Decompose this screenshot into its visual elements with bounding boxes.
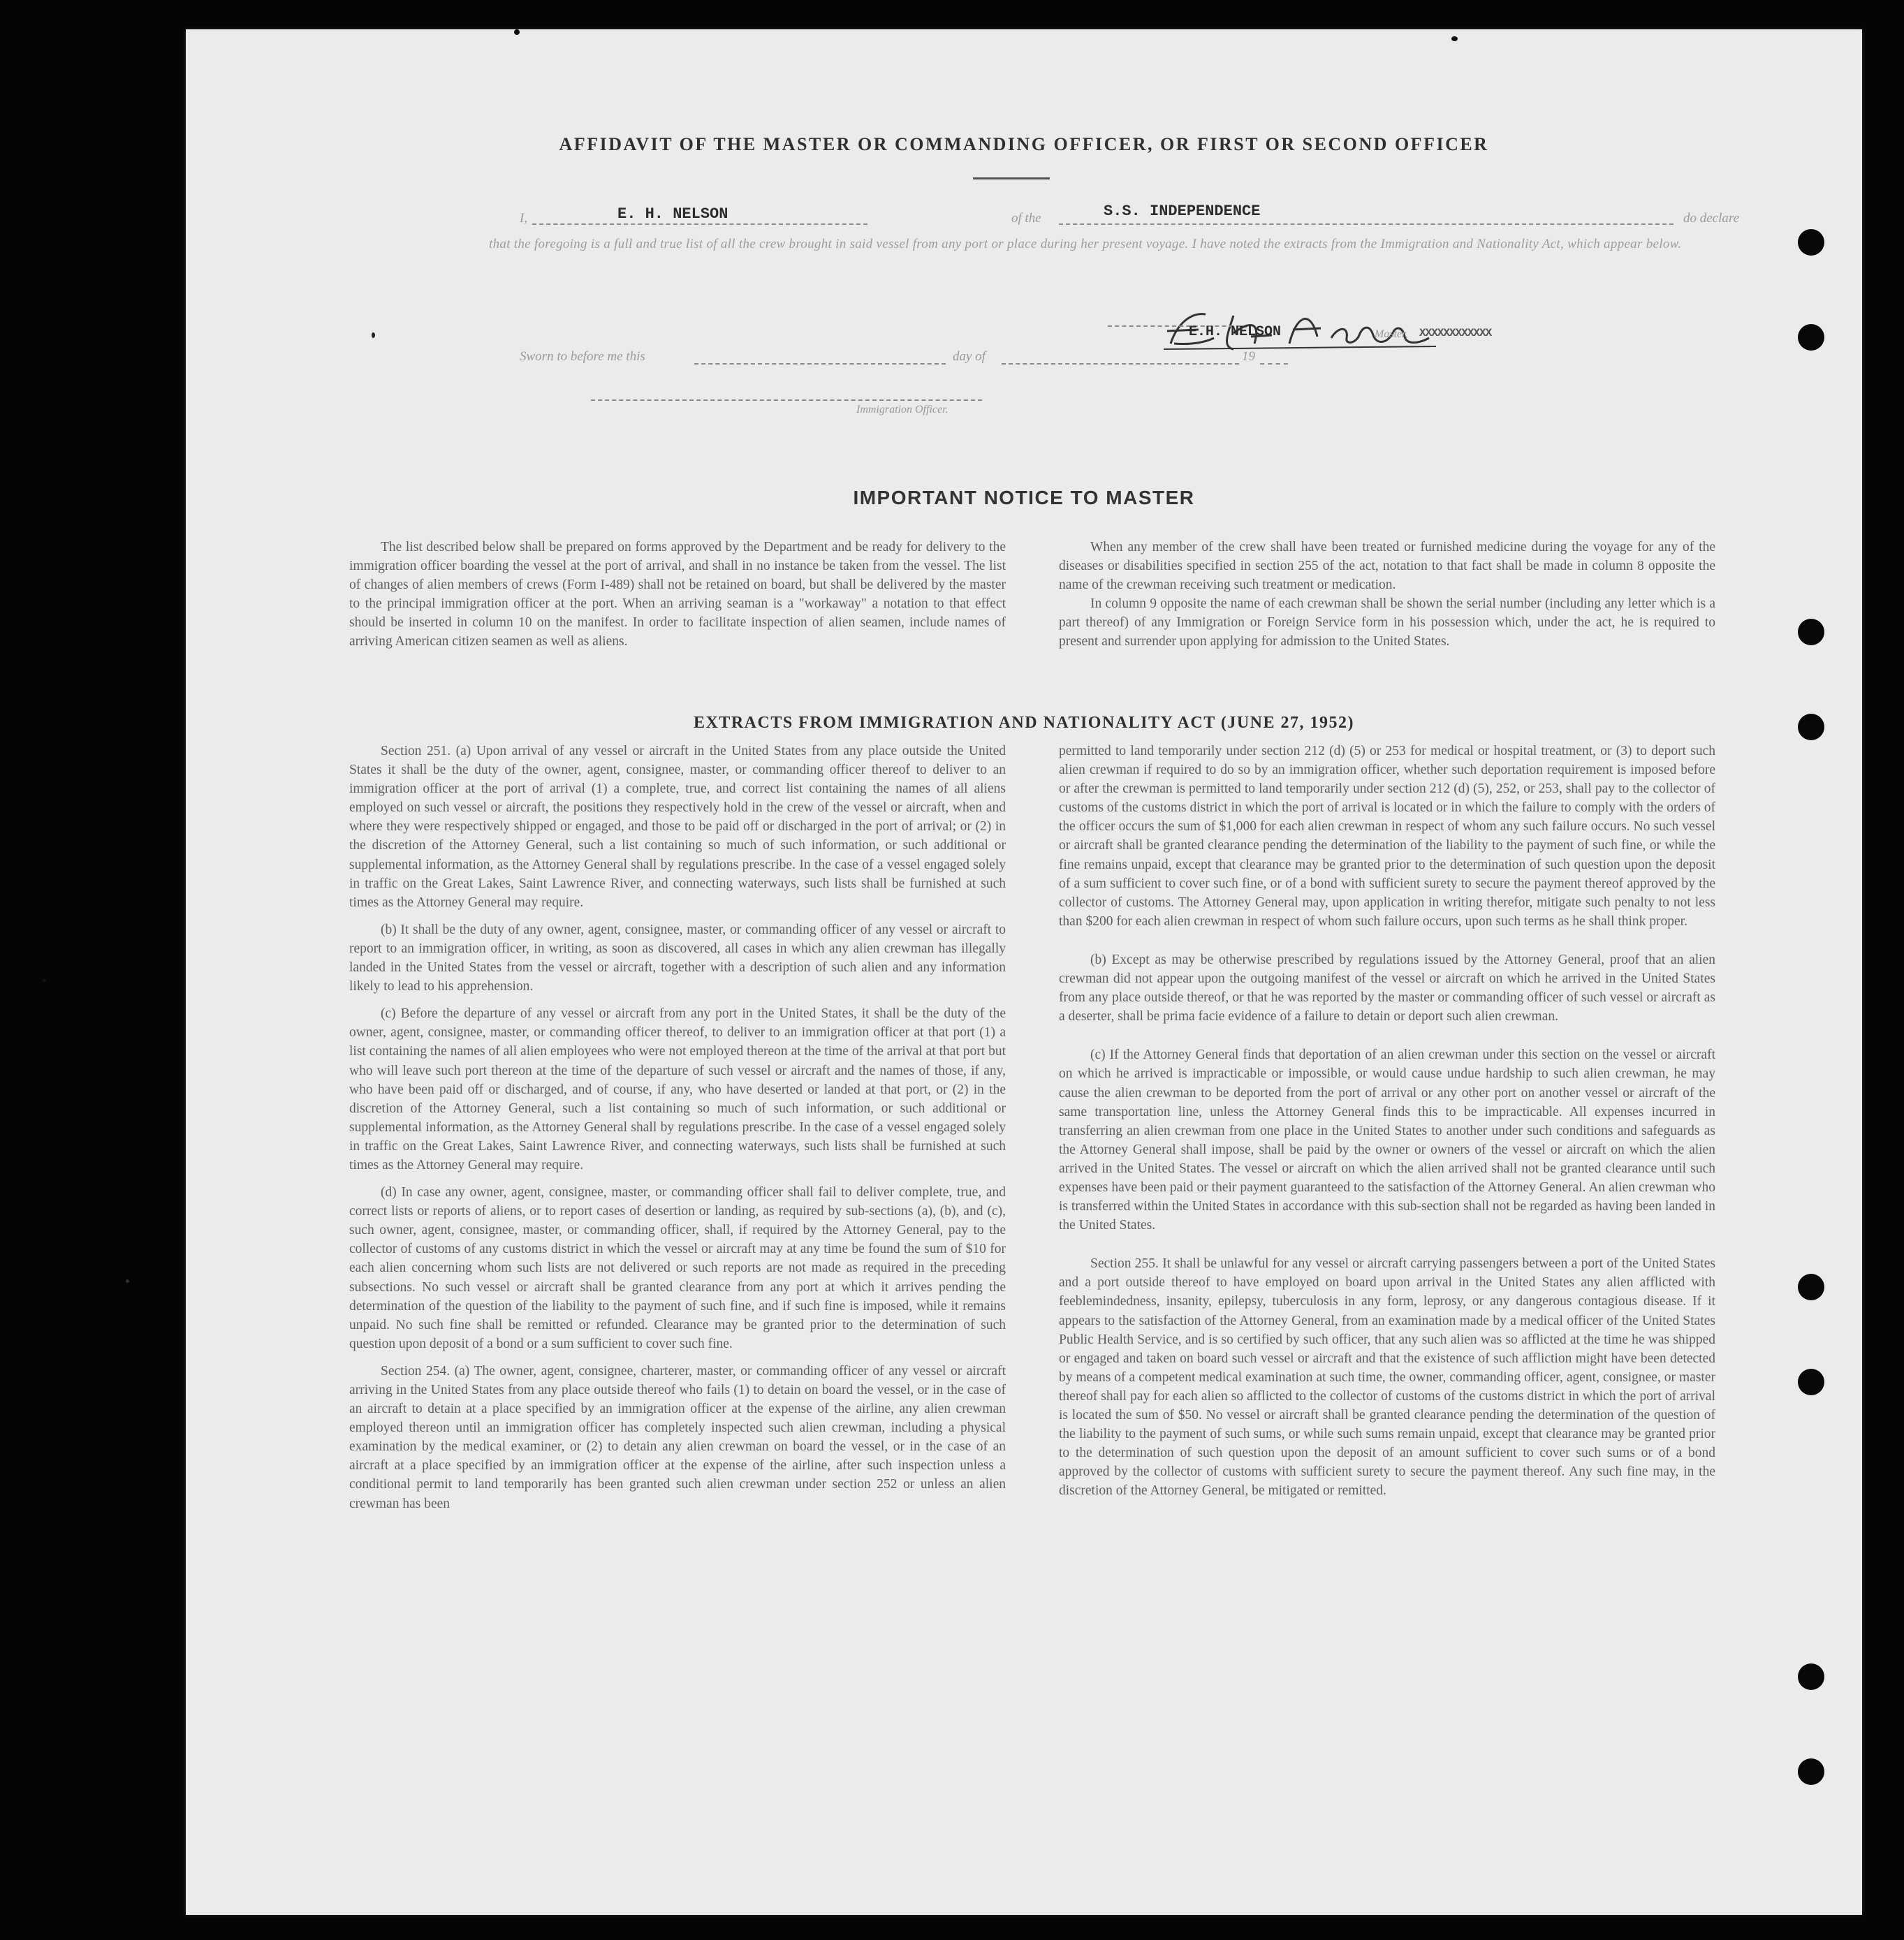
binder-hole — [1798, 1663, 1824, 1690]
binder-hole — [1798, 229, 1824, 256]
affidavit-title: AFFIDAVIT OF THE MASTER OR COMMANDING OFFICER, OR FIRST OR SECOND OFFICER — [559, 134, 1489, 154]
section-paragraph: Section 255. It shall be unlawful for any vessel or aircraft carrying passengers between a port of the United States and a port outside thereof to have employed on board upon arrival in the United States any alien afflicted with feeblemindedness, insanity, epilepsy, tuberculosis in any form, leprosy, or any dangerous contagious disease. If it appears to the satisfaction of the Attorney General, from an examination made by a medical officer of the United States Public Health Service, and is so certified by such officer, that any such alien was so afflicted at the time he was shipped or engaged and taken on board such vessel or aircraft and that the existence of such affliction might have been detected by means of a competent medical examination at such time, the owner, commanding officer, agent, consignee, or master thereof shall pay for each alien so afflicted to the collector of customs of the customs district in which the port of arrival is located the sum of $50. No vessel or aircraft shall be granted clearance pending the determination of the question of the liability to the payment of such sums, or while such sums remain unpaid, except that clearance may be granted prior to the determination of such question upon the deposit of an amount sufficient to cover such sums or of a bond approved by the collector of customs with sufficient surety to secure the payment thereof. Any such fine may, in the discretion of the Attorney General, be mitigated or remitted. — [1059, 1256, 1715, 1499]
day-of-label: day of — [953, 349, 986, 364]
speck — [372, 332, 375, 338]
section-paragraph: (b) It shall be the duty of any owner, agent, consignee, master, or commanding officer of any vessel or aircraft to report to an immigration officer, in writing, as soon as discovered, all cases in which any alien crewman has illegally landed in the United States from the vessel or aircraft, together with a description of such alien and any information likely to lead to his apprehension. — [349, 922, 1006, 994]
signature-role: Master, — [1375, 328, 1408, 340]
immigration-officer-line — [591, 399, 982, 401]
affidavit-statement: that the foregoing is a full and true list of all the crew brought in said vessel from any port or place during her present voyage. I have noted the extracts from the Immigration and Nationality Act, which appear below. — [489, 237, 1682, 251]
section-paragraph: (c) If the Attorney General finds that deportation of an alien crewman under this section on the vessel or aircraft on which he arrived is impracticable or impossible, or would cause undue hardship to such alien crewman, he may cause the alien crewman to be deported from the port of arrival or any other port on another vessel or aircraft of the same transportation line, unless the Attorney General finds this to be impracticable. All expenses incurred in transferring an alien crewman from one place in the United States to another under such conditions and safeguards as the Attorney General shall impose, shall be paid by the owner or owners of the vessel or aircraft on which the alien arrived in the United States. The vessel or aircraft on which the alien arrived shall not be granted clearance until such expenses have been paid or their payment guaranteed to the satisfaction of the Attorney General. An alien crewman who is transferred within the United States in accordance with this sub-section shall not be regarded as having been landed in the United States. — [1059, 1048, 1715, 1233]
speck — [1451, 36, 1458, 41]
affidavit-prefix: I, — [520, 211, 528, 226]
speck — [514, 29, 520, 35]
notice-paragraph: The list described below shall be prepared on forms approved by the Department and be ready for delivery to the immigration officer boarding the vessel at the port of arrival, and shall in no instance be taken from the vessel. The list of changes of alien members of crews (Form I-489) shall not be retained on board, but shall be delivered by the master to the principal immigration officer at the port. When an arriving seaman is a "workaway" a notation to that effect should be inserted in column 10 on the manifest. In order to facilitate inspection of alien seamen, include names of arriving American citizen seamen as well as aliens. — [349, 540, 1006, 649]
do-declare-label: do declare — [1683, 211, 1740, 226]
notice-right-column — [1059, 538, 1715, 660]
section-paragraph: permitted to land temporarily under section 212 (d) (5) or 253 for medical or hospital treatment, or (3) to deport such alien crewman if required to do so by an immigration officer, whether such deportation requirement is imposed before or after the crewman is permitted to land temporarily under section 212 (d) (5), 252, or 253, shall pay to the collector of customs of the customs district in which the port of arrival is located or in which the failure to comply with the orders of the officer occurs the sum of $1,000 for each alien crewman in respect of whom any such failure occurs. No such vessel or aircraft shall be granted clearance pending the determination of the liability to the payment of such fine, or while the fine remains unpaid, except that clearance may be granted prior to the determination of such question upon the deposit of a sum sufficient to cover such fine, or of a bond with sufficient surety to secure the payment thereof approved by the collector of customs. The Attorney General may, upon application in writing therefor, mitigate such penalty to not less than $200 for each alien crewman in respect of whom such failure occurs, upon such terms as he shall think proper. — [1059, 744, 1715, 929]
section-paragraph: (b) Except as may be otherwise prescribed by regulations issued by the Attorney General, proof that an alien crewman did not appear upon the outgoing manifest of the vessel or aircraft on which he arrived in the United States from any place outside thereof, or that he was reported by the master or commanding officer of such vessel or aircraft as a deserter, shall be prima facie evidence of a failure to detain or deport such alien crewman. — [1059, 952, 1715, 1024]
binder-hole — [1798, 324, 1824, 351]
section-paragraph: (c) Before the departure of any vessel or aircraft from any port in the United States, it shall be the duty of the owner, agent, consignee, master, or commanding officer thereof, to deliver to an immigration officer at that port (1) a list containing the names of all alien employees who were not employed thereon at the time of the arrival at that port but who will leave such port thereon at the time of the departure of such vessel or aircraft and the names of those, if any, who have been paid off or discharged, and of course, if any, who have deserted or landed at that port, or (2) in the discretion of the Attorney General, such a list containing so much of such information, or such additional or supplemental information, as the Attorney General shall by regulations prescribe. In the case of a vessel engaged solely in traffic on the Great Lakes, Saint Lawrence River, and connecting waterways, such lists shall be furnished at such times as the Attorney General may require. — [349, 1006, 1006, 1173]
section-paragraph: Section 251. (a) Upon arrival of any vessel or aircraft in the United States from any place outside the United States it shall be the duty of the owner, agent, consignee, master, or commanding officer thereof to deliver to an immigration officer at the port of arrival (1) a complete, true, and correct list containing the names of all aliens employed on such vessel or aircraft, the positions they respectively hold in the crew of the vessel or aircraft, when and where they were respectively shipped or engaged, and those to be paid off or discharged in the port of arrival; or (2) in the discretion of the Attorney General, such a list containing so much of such information, or such additional or supplemental information, as the Attorney General shall by regulations prescribe. In the case of a vessel engaged solely in traffic on the Great Lakes, Saint Lawrence River, and connecting waterways, such lists shall be furnished at such times as the Attorney General may require. — [349, 744, 1006, 910]
of-the-label: of the — [1011, 211, 1041, 226]
section-paragraph: Section 254. (a) The owner, agent, consignee, charterer, master, or commanding officer of any vessel or aircraft arriving in the United States from any place outside thereof who fails (1) to detain on board the vessel, or in the case of an aircraft to detain at a place specified by an immigration officer at the expense of the airline, any alien crewman employed thereon until an immigration officer has completely inspected such alien crewman, including a physical examination by the medical examiner, or (2) to detain any alien crewman on board the vessel, or in the case of an aircraft at a place specified by an immigration officer at the expense of the airline, after such inspection unless a conditional permit to land temporarily has been granted such alien crewman under section 252 or unless an alien crewman has been — [349, 1363, 1006, 1511]
signature-typed: E.H. NELSON — [1189, 324, 1282, 340]
speck — [126, 1279, 129, 1283]
notice-title: IMPORTANT NOTICE TO MASTER — [853, 487, 1195, 508]
vessel-name-line — [1059, 223, 1674, 225]
sworn-year-line — [1260, 363, 1288, 365]
binder-hole — [1798, 1274, 1824, 1300]
extracts-title: EXTRACTS FROM IMMIGRATION AND NATIONALITY ACT (JUNE 27, 1952) — [694, 714, 1354, 732]
extracts-left-column — [349, 742, 1006, 1522]
officer-name-line — [532, 223, 867, 225]
notice-paragraph: When any member of the crew shall have been treated or furnished medicine during the voyage for any of the diseases or disabilities specified in section 255 of the act, notation to that fact shall be made in column 8 opposite the name of the crewman receiving such treatment or medication. — [1059, 540, 1715, 593]
document-page — [186, 29, 1862, 1915]
speck — [42, 979, 46, 982]
sworn-day-line — [694, 363, 946, 365]
binder-hole — [1798, 619, 1824, 645]
binder-hole — [1798, 1369, 1824, 1395]
title-rule — [973, 177, 1050, 179]
immigration-officer-caption: Immigration Officer. — [856, 404, 949, 416]
sworn-prefix: Sworn to before me this — [520, 349, 645, 364]
notice-paragraph: In column 9 opposite the name of each crewman shall be shown the serial number (including any letter which is a part thereof) of any Immigration or Foreign Service form in his possession which, under the act, he is required to present and surrender upon applying for admission to the United States. — [1059, 596, 1715, 649]
vessel-name: S.S. INDEPENDENCE — [1104, 203, 1261, 220]
sworn-month-line — [1002, 363, 1239, 365]
section-paragraph: (d) In case any owner, agent, consignee, master, or commanding officer shall fail to deliver complete, true, and correct lists or reports of aliens, or to report cases of desertion or landing, as required by sub-sections (a), (b), and (c), such owner, agent, consignee, master, or commanding officer, shall, if required by the Attorney General, pay to the collector of customs of any customs district in which the vessel or aircraft may at any time be found the sum of $10 for each alien concerning whom such lists are not delivered or such reports are not made as required in the preceding subsections. No such vessel or aircraft shall be granted clearance from any port at which it arrives pending the determination of the question of the liability to the payment of such fine, and if such fine is imposed, while it remains unpaid. No such fine shall be remitted or refunded. Clearance may be granted prior to the determination of such question upon deposit of a bond or a sum sufficient to cover such fine. — [349, 1185, 1006, 1351]
extracts-right-column — [1059, 742, 1715, 1508]
officer-name: E. H. NELSON — [617, 205, 728, 223]
notice-left-column — [349, 538, 1006, 660]
binder-hole — [1798, 1758, 1824, 1785]
year-prefix: 19 — [1242, 349, 1255, 364]
struck-out-text: XXXXXXXXXXXX — [1419, 327, 1492, 339]
